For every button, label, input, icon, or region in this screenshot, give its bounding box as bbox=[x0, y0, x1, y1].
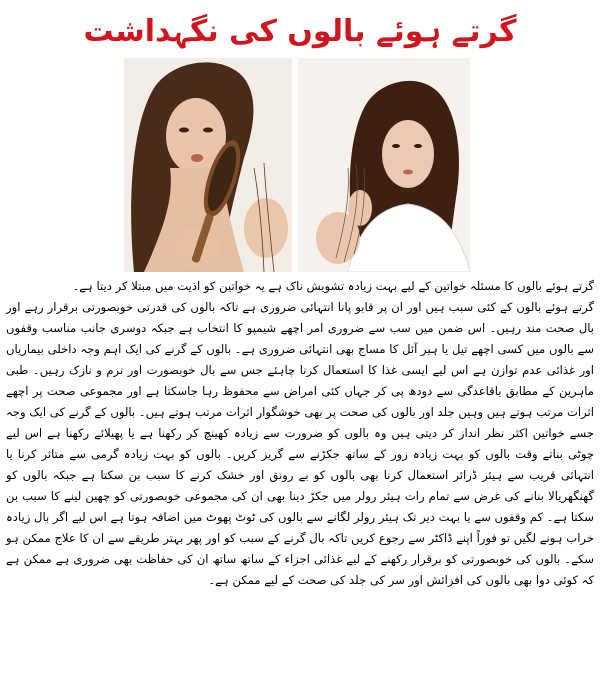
article-body bbox=[6, 276, 594, 696]
article-title: گرتے ہوئے بالوں کی نگہداشت bbox=[83, 14, 517, 49]
woman-holding-hairbrush-image bbox=[124, 58, 292, 272]
woman-with-hair-illustration bbox=[298, 58, 470, 272]
article-paragraph: گرتے ہوئے بالوں کے کئی سبب ہیں اور ان پر قابو پانا انتہائی ضروری ہے تاکہ بالوں کی قدرتی خوبصورتی برقرار رہے اور بال صحت مند رہیں۔ اس ضمن میں سب سے ضروری امر اچھے شیمپو کا انتخاب ہے جبکہ دوسری جانب مناسب وقفوں سے بالوں میں کسی اچھے تیل یا ہیر آئل کا مساج بھی انتہائی ضروری ہے۔ بالوں کے گرنے کی ایک اہم وجہ داخلی بیماریاں اور غذائی عدم توازن ہے اس لیے ایسی غذا کا استعمال کرنا چاہئے جس سے بال خوبصورت اور نرم و نازک رہیں۔ طبی ماہرین کے مطابق باقاعدگی سے دودھ پی کر جہاں کئی امراض سے محفوظ رہا جاسکتا ہے اور مجموعی صحت پر اچھے اثرات مرتب ہوتے ہیں وہیں جلد اور بالوں کی صحت پر بھی خوشگوار اثرات مرتب ہوتے ہیں۔ بالوں کے گرنے کی ایک وجہ جسے خواتین اکثر نظر انداز کر دیتی ہیں وہ بالوں کو ضرورت سے زیادہ کھینچ کر رکھنا ہے یا پھیلائے رکھنا ہے اس لیے چوٹی بناتے وقت بالوں کو بہت زیادہ زور کے ساتھ جکڑنے سے گریز کریں۔ بالوں کو بہت زیادہ گرمی سے متاثر کرنا یا انتہائی قریب سے ہیئر ڈرائر استعمال کرنا بھی بالوں کو بے رونق اور خشک کرنے کا سبب بن سکتا ہے جبکہ بالوں کو گھنگھریالا بنانے کی غرض سے تمام رات ہیئر رولر میں جکڑ دینا بھی ان کی مجموعی خوبصورتی کو چھین لینے کا سبب بن سکتا ہے۔ کم وقفوں سے یا بہت دیر تک ہیئر رولر لگانے سے بالوں کی ٹوٹ پھوٹ میں اضافہ ہوتا ہے اس لیے اگر بال زیادہ خراب ہونے لگیں تو فوراً اپنے ڈاکٹر سے رجوع کریں تاکہ بال گرنے کے سبب کو اور پھر بہتر طریقے سے ان کا علاج ممکن ہو سکے۔ بالوں کی خوبصورتی کو برقرار رکھنے کے لیے غذائی اجزاء کے ساتھ ساتھ ان کی حفاظت بھی ضروری ہے ممکن ہے کہ کوئی دوا بھی بالوں کی افزائش اور سر کی جلد کی صحت کے لیے ممکن ہے۔ bbox=[6, 300, 594, 587]
woman-holding-fallen-hair-image bbox=[298, 58, 470, 272]
woman-with-brush-illustration bbox=[124, 58, 292, 272]
article-paragraph: گرتے ہوئے بالوں کا مسئلہ خواتین کے لیے بہت زیادہ تشویش ناک ہے یہ خواتین کو اذیت میں مبتلا کر دیتا ہے۔ bbox=[72, 279, 594, 293]
